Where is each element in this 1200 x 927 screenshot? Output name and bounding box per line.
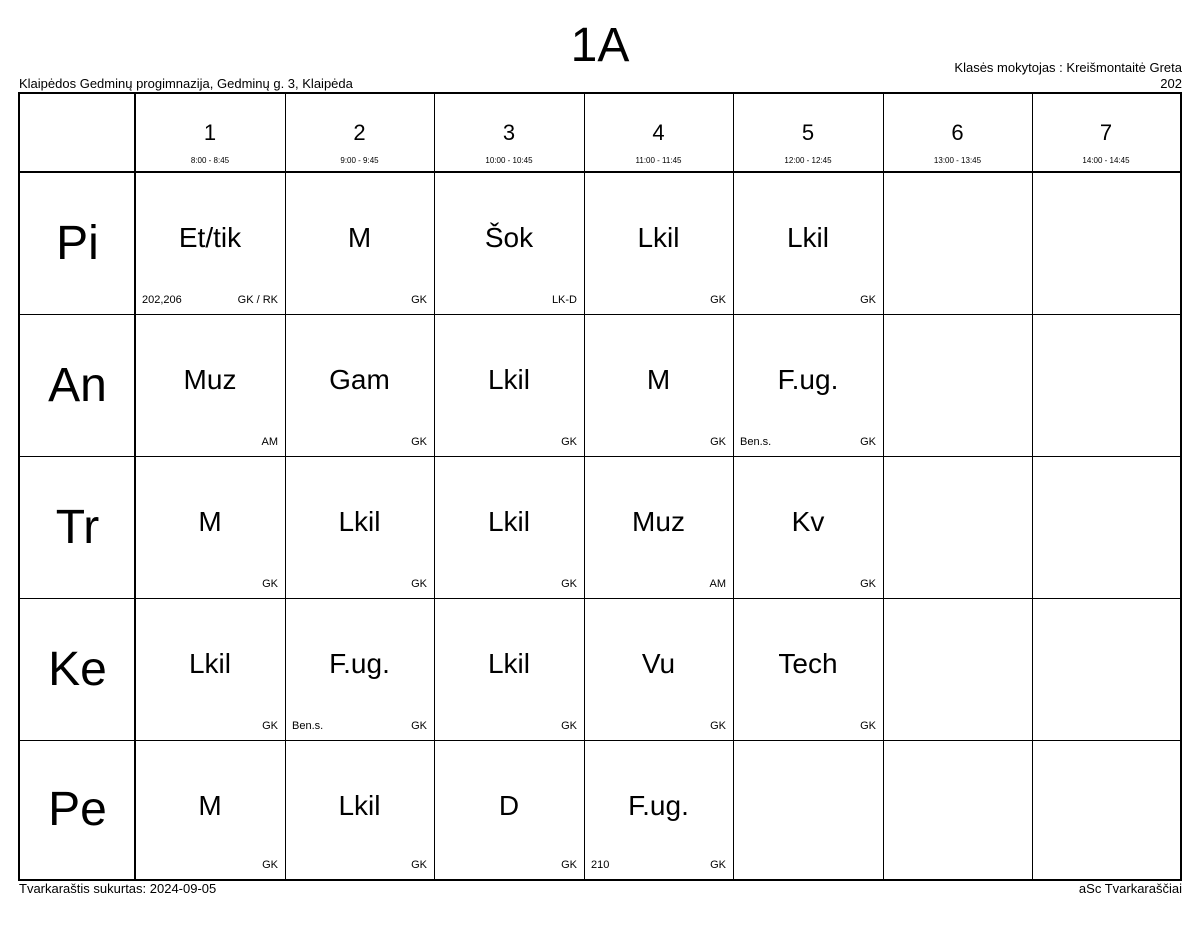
school-address: Klaipėdos Gedminų progimnazija, Gedminų g. 3, Klaipėda bbox=[19, 76, 353, 91]
lesson-cell bbox=[434, 456, 584, 598]
class-teacher: Klasės mokytojas : Kreišmontaitė Greta bbox=[954, 60, 1182, 75]
period-time: 13:00 - 13:45 bbox=[933, 156, 982, 165]
lesson-subject: Lkil bbox=[487, 648, 530, 679]
lesson-room: GK bbox=[860, 436, 876, 448]
lesson-subject: Vu bbox=[641, 648, 676, 679]
timetable-grid bbox=[18, 92, 1182, 881]
lesson-subject: Lkil bbox=[188, 648, 231, 679]
day-label: Ke bbox=[48, 642, 107, 696]
empty-cell bbox=[883, 740, 1032, 879]
lesson-room: GK bbox=[561, 578, 577, 590]
lesson-room: GK bbox=[561, 436, 577, 448]
lesson-subject: M bbox=[646, 364, 671, 395]
day-header bbox=[20, 598, 135, 740]
class-title: 1A bbox=[570, 19, 630, 72]
lesson-subject: F.ug. bbox=[777, 364, 839, 395]
lesson-cell bbox=[434, 314, 584, 456]
period-number: 1 bbox=[203, 120, 217, 145]
empty-cell bbox=[1032, 456, 1180, 598]
lesson-subject: Šok bbox=[484, 222, 534, 253]
lesson-room: GK bbox=[262, 859, 278, 871]
period-time: 10:00 - 10:45 bbox=[485, 156, 533, 165]
day-header bbox=[20, 172, 135, 314]
period-header bbox=[733, 94, 883, 172]
lesson-room: GK bbox=[860, 720, 876, 732]
day-label: Tr bbox=[55, 500, 100, 554]
lesson-subject: Lkil bbox=[487, 506, 530, 537]
generator-credit: aSc Tvarkaraščiai bbox=[1078, 881, 1182, 896]
lesson-cell bbox=[135, 172, 285, 314]
empty-cell bbox=[1032, 598, 1180, 740]
lesson-room: GK bbox=[411, 436, 427, 448]
lesson-cell bbox=[285, 456, 434, 598]
period-number: 3 bbox=[502, 120, 516, 145]
lesson-subject: M bbox=[347, 222, 372, 253]
empty-cell bbox=[1032, 740, 1180, 879]
lesson-room: GK bbox=[561, 859, 577, 871]
lesson-cell bbox=[135, 740, 285, 879]
lesson-cell bbox=[285, 740, 434, 879]
lesson-cell bbox=[285, 598, 434, 740]
lesson-cell bbox=[434, 172, 584, 314]
day-header bbox=[20, 314, 135, 456]
lesson-room: GK bbox=[860, 578, 876, 590]
lesson-subject: D bbox=[498, 790, 520, 821]
lesson-subject: Lkil bbox=[338, 506, 381, 537]
lesson-subject: Muz bbox=[632, 506, 685, 537]
period-header bbox=[1032, 94, 1180, 172]
lesson-subject: Kv bbox=[791, 506, 825, 537]
lesson-cell bbox=[135, 456, 285, 598]
lesson-room: GK bbox=[262, 578, 278, 590]
lesson-room: GK bbox=[411, 720, 427, 732]
period-time: 8:00 - 8:45 bbox=[190, 156, 230, 165]
lesson-cell bbox=[584, 740, 733, 879]
lesson-room: LK-D bbox=[551, 294, 577, 306]
day-header bbox=[20, 456, 135, 598]
empty-cell bbox=[733, 740, 883, 879]
lesson-subject: F.ug. bbox=[628, 790, 689, 821]
lesson-cell bbox=[584, 314, 733, 456]
class-teacher-info bbox=[954, 60, 1182, 92]
lesson-subject: Lkil bbox=[487, 364, 530, 395]
lesson-subject: Muz bbox=[183, 364, 237, 395]
lesson-subject: F.ug. bbox=[329, 648, 390, 679]
empty-cell bbox=[1032, 314, 1180, 456]
lesson-group: 210 bbox=[591, 859, 610, 871]
lesson-subject: Lkil bbox=[637, 222, 680, 253]
lesson-cell bbox=[733, 172, 883, 314]
lesson-room: GK / RK bbox=[237, 294, 278, 306]
lesson-subject: M bbox=[198, 790, 222, 821]
period-time: 12:00 - 12:45 bbox=[784, 156, 832, 165]
lesson-room: GK bbox=[262, 720, 278, 732]
lesson-room: GK bbox=[411, 578, 427, 590]
empty-cell bbox=[883, 598, 1032, 740]
period-time: 9:00 - 9:45 bbox=[340, 156, 379, 165]
lesson-cell bbox=[135, 598, 285, 740]
empty-cell bbox=[883, 314, 1032, 456]
empty-cell bbox=[883, 456, 1032, 598]
lesson-subject: M bbox=[198, 506, 222, 537]
period-header bbox=[285, 94, 434, 172]
lesson-room: GK bbox=[710, 436, 726, 448]
day-header bbox=[20, 740, 135, 879]
lesson-cell bbox=[285, 172, 434, 314]
lesson-subject: Et/tik bbox=[178, 222, 242, 253]
lesson-cell bbox=[285, 314, 434, 456]
lesson-room: AM bbox=[261, 436, 278, 448]
lesson-group: Ben.s. bbox=[292, 720, 324, 732]
period-header bbox=[434, 94, 584, 172]
lesson-cell bbox=[434, 740, 584, 879]
lesson-cell bbox=[434, 598, 584, 740]
lesson-cell bbox=[135, 314, 285, 456]
period-time: 14:00 - 14:45 bbox=[1082, 156, 1130, 165]
lesson-room: AM bbox=[709, 578, 726, 590]
lesson-room: GK bbox=[561, 720, 577, 732]
created-date: Tvarkaraštis sukurtas: 2024-09-05 bbox=[19, 881, 217, 896]
lesson-cell bbox=[733, 314, 883, 456]
lesson-cell bbox=[584, 456, 733, 598]
lesson-subject: Tech bbox=[778, 648, 838, 679]
day-label: Pi bbox=[56, 216, 99, 270]
lesson-group: Ben.s. bbox=[740, 436, 772, 448]
day-label: Pe bbox=[48, 783, 107, 836]
day-label: An bbox=[48, 358, 107, 412]
lesson-room: GK bbox=[710, 859, 726, 871]
period-number: 2 bbox=[353, 120, 366, 145]
period-time: 11:00 - 11:45 bbox=[635, 156, 682, 165]
period-header bbox=[584, 94, 733, 172]
lesson-room: GK bbox=[710, 720, 726, 732]
lesson-subject: Lkil bbox=[338, 790, 381, 821]
empty-cell bbox=[883, 172, 1032, 314]
homeroom: 202 bbox=[1160, 76, 1182, 91]
corner-cell bbox=[20, 94, 135, 172]
period-number: 7 bbox=[1099, 120, 1113, 145]
period-number: 6 bbox=[951, 120, 964, 145]
period-header bbox=[135, 94, 285, 172]
empty-cell bbox=[1032, 172, 1180, 314]
lesson-cell bbox=[733, 456, 883, 598]
lesson-subject: Lkil bbox=[786, 222, 829, 253]
lesson-room: GK bbox=[411, 859, 427, 871]
lesson-group: 202,206 bbox=[142, 294, 182, 306]
period-number: 5 bbox=[801, 120, 815, 145]
lesson-cell bbox=[584, 598, 733, 740]
period-header bbox=[883, 94, 1032, 172]
lesson-cell bbox=[733, 598, 883, 740]
period-number: 4 bbox=[652, 120, 665, 145]
lesson-room: GK bbox=[860, 294, 876, 306]
lesson-subject: Gam bbox=[329, 364, 390, 395]
lesson-room: GK bbox=[411, 294, 427, 306]
lesson-room: GK bbox=[710, 294, 726, 306]
lesson-cell bbox=[584, 172, 733, 314]
